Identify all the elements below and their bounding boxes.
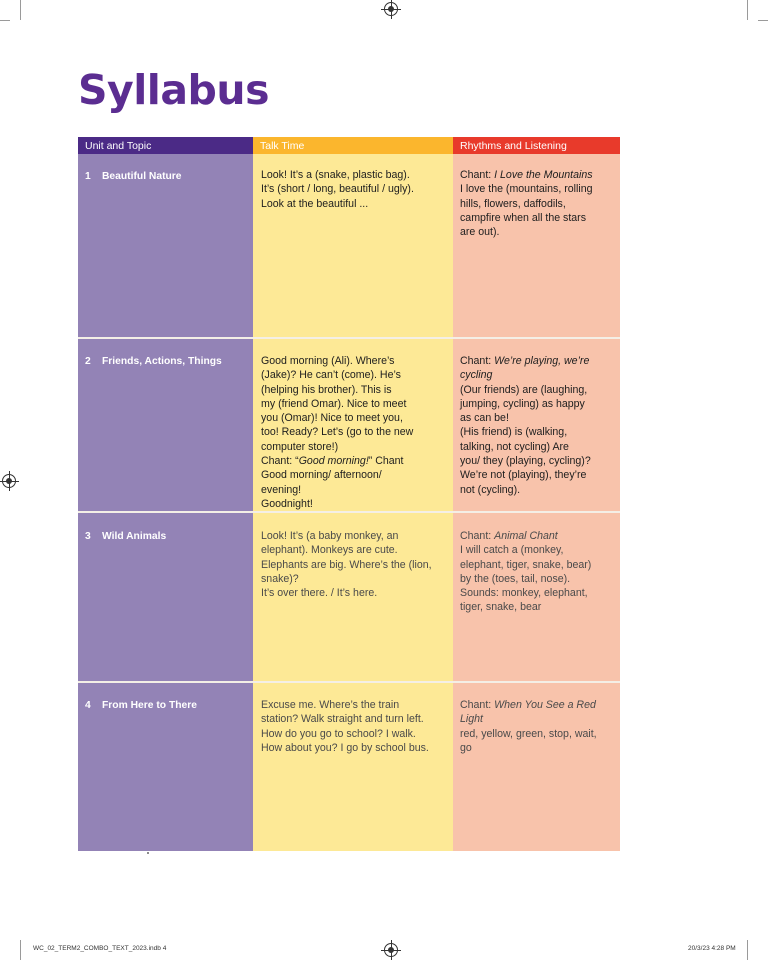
page-title: Syllabus	[78, 66, 269, 114]
crop-mark-top-right	[747, 0, 748, 20]
chant-title: cycling	[460, 369, 493, 382]
column-unit-topic	[78, 137, 253, 851]
chant-title: I Love the Mountains	[494, 169, 593, 181]
chant-title: Animal Chant	[494, 530, 558, 542]
print-slug-date: 20/3/23 4:28 PM	[688, 945, 736, 952]
stray-dot	[147, 852, 149, 854]
header-rhythms-listening: Rhythms and Listening	[453, 137, 620, 154]
row-divider	[78, 511, 620, 513]
rhythms-listening-3: Chant: Animal Chant I will catch a (monkey, elephant, tiger, snake, bear) by the (toes, tail, nose). Sounds: monkey, elephant, tiger, snake, bear	[460, 530, 592, 614]
talk-time-3: Look! It’s (a baby monkey, an elephant). Monkeys are cute. Elephants are big. Where’s the (lion, snake)? It’s over there. / It’s here.	[261, 530, 432, 600]
rhythms-listening-2: Chant: We’re playing, we’re cycling (Our friends) are (laughing, jumping, cycling) as happy as can be! (His friend) is (walking, talking, not cycling) Are you/ they (playing, cycling)? We’re not (playing), they’re not (cycling).	[460, 355, 591, 496]
unit-topic-4: 4 From Here to There	[85, 700, 197, 711]
talk-time-4: Excuse me. Where’s the train station? Walk straight and turn left. How do you go to school? I walk. How about you? I go by school bus.	[261, 699, 429, 754]
talk-time-1: Look! It’s a (snake, plastic bag). It’s (short / long, beautiful / ugly). Look at the beautiful ...	[261, 169, 414, 210]
header-unit-topic: Unit and Topic	[78, 137, 253, 154]
row-divider	[78, 337, 620, 339]
unit-topic-1: 1 Beautiful Nature	[85, 171, 182, 182]
crop-mark-left-top	[0, 20, 10, 21]
rhythms-listening-4: Chant: When You See a Red Light red, yellow, green, stop, wait, go	[460, 699, 597, 754]
rhythms-listening-1: Chant: I Love the Mountains I love the (mountains, rolling hills, flowers, daffodils, campfire when all the stars are out).	[460, 169, 593, 239]
chant-title: We’re playing, we’re	[494, 355, 590, 367]
header-talk-time: Talk Time	[253, 137, 453, 154]
print-slug-file: WC_02_TERM2_COMBO_TEXT_2023.indb 4	[33, 945, 167, 952]
unit-topic-2: 2 Friends, Actions, Things	[85, 356, 222, 367]
unit-topic-3: 3 Wild Animals	[85, 531, 167, 542]
chant-title: Light	[460, 713, 483, 726]
registration-mark-left-icon	[2, 474, 16, 488]
registration-mark-top-icon	[384, 2, 398, 16]
talk-time-2: Good morning (Ali). Where’s (Jake)? He can’t (come). He’s (helping his brother). This is my (friend Omar). Nice to meet you (Omar)! Nice to meet you, too! Ready? Let’s (go to the new computer store!) Chant: “Good morning!” Chant Good morning/ afternoon/ evening! Goodnight!	[261, 355, 414, 510]
chant-title: Good morning!	[298, 455, 369, 468]
crop-mark-top-left	[20, 0, 21, 20]
registration-mark-bottom-icon	[384, 943, 398, 957]
syllabus-table	[78, 137, 620, 851]
row-divider	[78, 681, 620, 683]
crop-mark-right-top	[758, 20, 768, 21]
chant-title: When You See a Red	[494, 699, 596, 711]
crop-mark-bottom-right	[747, 940, 748, 960]
crop-mark-bottom-left	[20, 940, 21, 960]
